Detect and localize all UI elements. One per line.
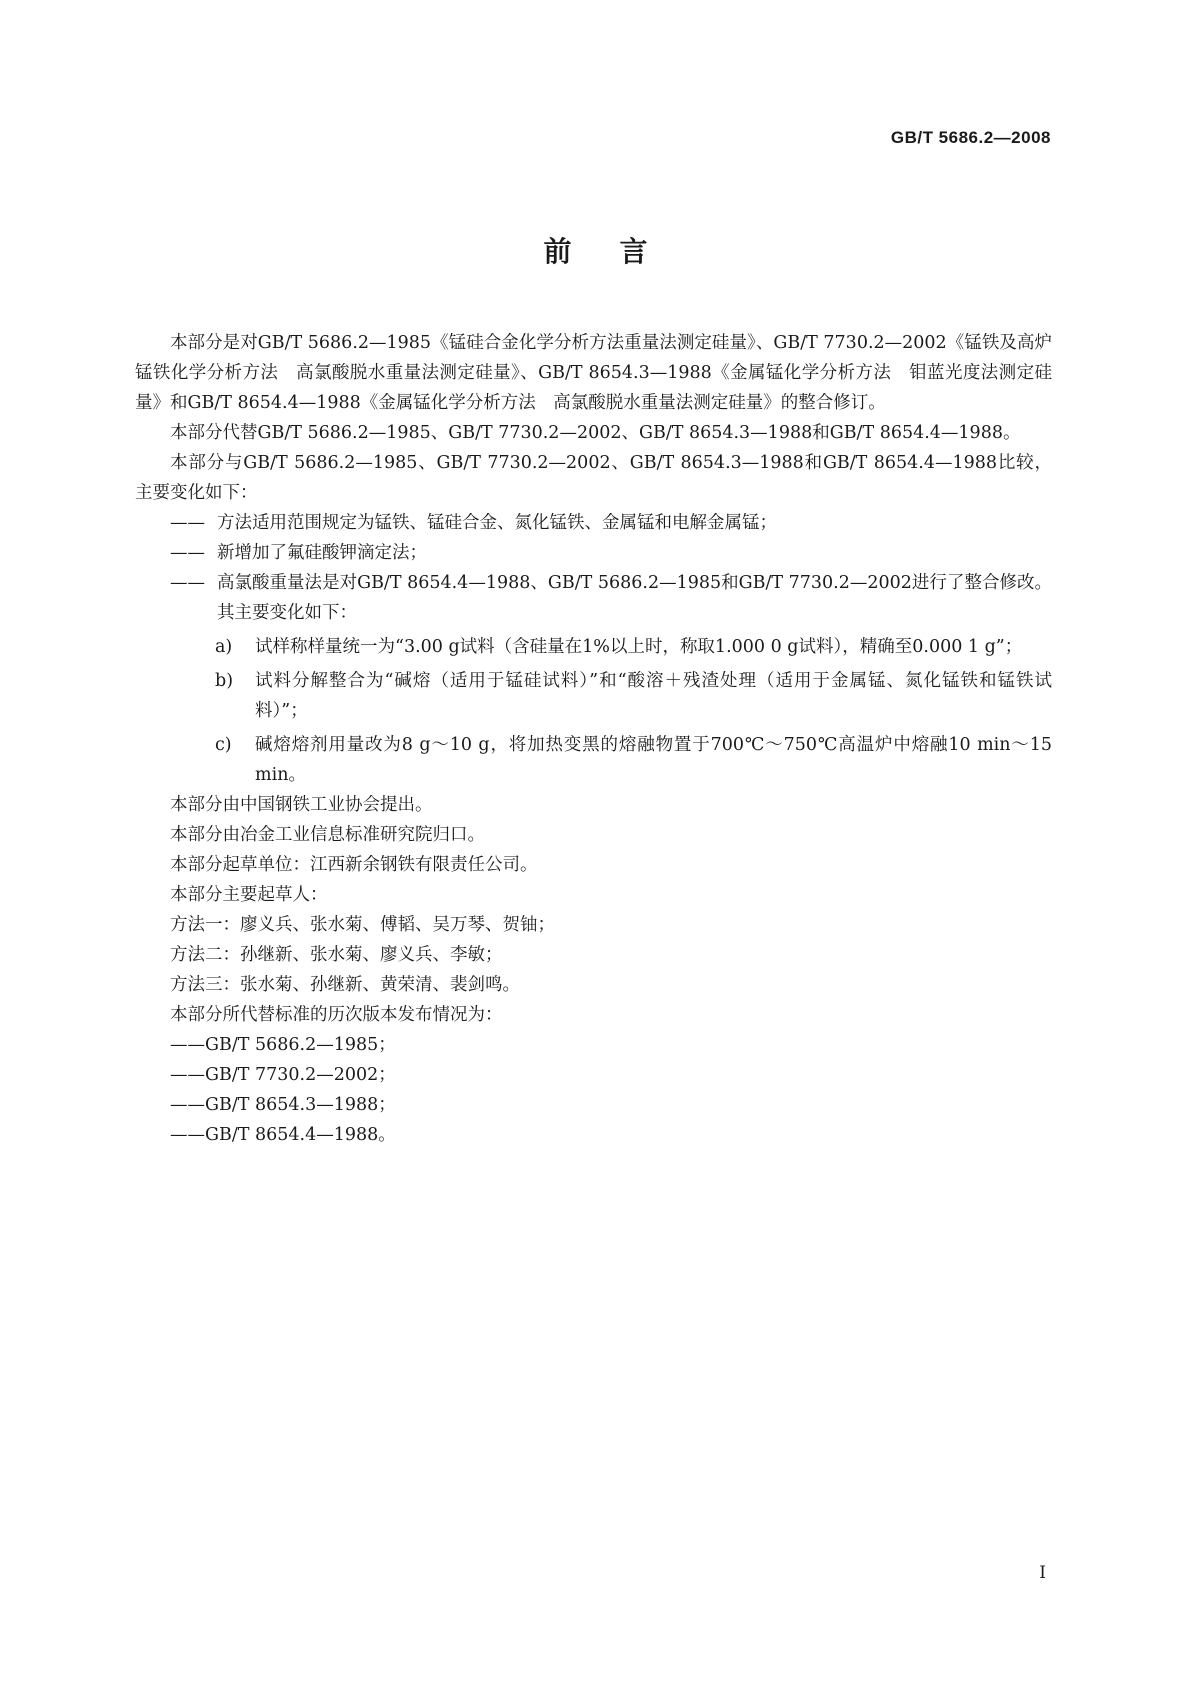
replaces-paragraph: 本部分代替GB/T 5686.2—1985、GB/T 7730.2—2002、GB/T 8654.3—1988和GB/T 8654.4—1988。 xyxy=(170,423,1021,443)
change-item-text: 新增加了氟硅酸钾滴定法； xyxy=(217,543,427,563)
jurisdiction: 本部分由冶金工业信息标准研究院归口。 xyxy=(170,825,485,845)
compare-paragraph: 本部分与GB/T 5686.2—1985、GB/T 7730.2—2002、GB/T 8654.3—1988和GB/T 8654.4—1988比较，主要变化如下： xyxy=(135,453,1052,503)
foreword-body xyxy=(135,328,1052,1150)
sub-change-item xyxy=(135,730,1052,790)
proposed-by: 本部分由中国钢铁工业协会提出。 xyxy=(170,795,433,815)
sub-item-label: c) xyxy=(215,735,232,755)
sub-item-text: 试样称样量统一为“3.00 g试料（含硅量在1%以上时，称取1.000 0 g试料），精确至0.000 1 g”； xyxy=(255,637,1023,657)
change-item xyxy=(135,508,1052,538)
dash-marker: —— xyxy=(170,543,205,563)
drafters-heading: 本部分主要起草人： xyxy=(170,885,328,905)
page-title: 前言 xyxy=(543,235,696,268)
dash-marker: —— xyxy=(170,573,205,593)
change-item-text: 方法适用范围规定为锰铁、锰硅合金、氮化锰铁、金属锰和电解金属锰； xyxy=(217,513,777,533)
sub-change-item xyxy=(135,666,1052,726)
intro-paragraph: 本部分是对GB/T 5686.2—1985《锰硅合金化学分析方法重量法测定硅量》、GB/T 7730.2—2002《锰铁及高炉锰铁化学分析方法 高氯酸脱水重量法测定硅量》、GB/T 8654.3—1988《金属锰化学分析方法 钼蓝光度法测定硅量》和GB/T 8654.4—1988《金属锰化学分析方法 高氯酸脱水重量法测定硅量》的整合修订。 xyxy=(135,333,1052,413)
drafters-method-2: 方法二：孙继新、张水菊、廖义兵、李敏； xyxy=(170,945,503,965)
history-heading: 本部分所代替标准的历次版本发布情况为： xyxy=(170,1005,503,1025)
page-number: I xyxy=(1039,1563,1046,1583)
dash-marker: —— xyxy=(170,513,205,533)
sub-item-label: a) xyxy=(215,637,233,657)
sub-item-text: 试料分解整合为“碱熔（适用于锰硅试料）”和“酸溶＋残渣处理（适用于金属锰、氮化锰铁和锰铁试料）”； xyxy=(255,671,1052,721)
change-item xyxy=(135,538,1052,568)
drafters-method-1: 方法一：廖义兵、张水菊、傅韬、吴万琴、贺铀； xyxy=(170,915,555,935)
history-item: ——GB/T 7730.2—2002； xyxy=(170,1065,396,1085)
history-item: ——GB/T 8654.3—1988； xyxy=(170,1095,396,1115)
history-item: ——GB/T 8654.4—1988。 xyxy=(170,1125,396,1145)
standard-number: GB/T 5686.2—2008 xyxy=(890,128,1051,147)
change-item xyxy=(135,568,1052,628)
sub-item-text: 碱熔熔剂用量改为8 g～10 g，将加热变黑的熔融物置于700℃～750℃高温炉中熔融10 min～15 min。 xyxy=(255,735,1052,785)
sub-change-item xyxy=(135,632,1052,662)
drafters-method-3: 方法三：张水菊、孙继新、黄荣清、裴剑鸣。 xyxy=(170,975,520,995)
drafting-unit: 本部分起草单位：江西新余钢铁有限责任公司。 xyxy=(170,855,538,875)
change-item-text: 高氯酸重量法是对GB/T 8654.4—1988、GB/T 5686.2—1985和GB/T 7730.2—2002进行了整合修改。其主要变化如下： xyxy=(217,573,1052,623)
history-item: ——GB/T 5686.2—1985； xyxy=(170,1035,396,1055)
sub-item-label: b) xyxy=(215,671,234,691)
